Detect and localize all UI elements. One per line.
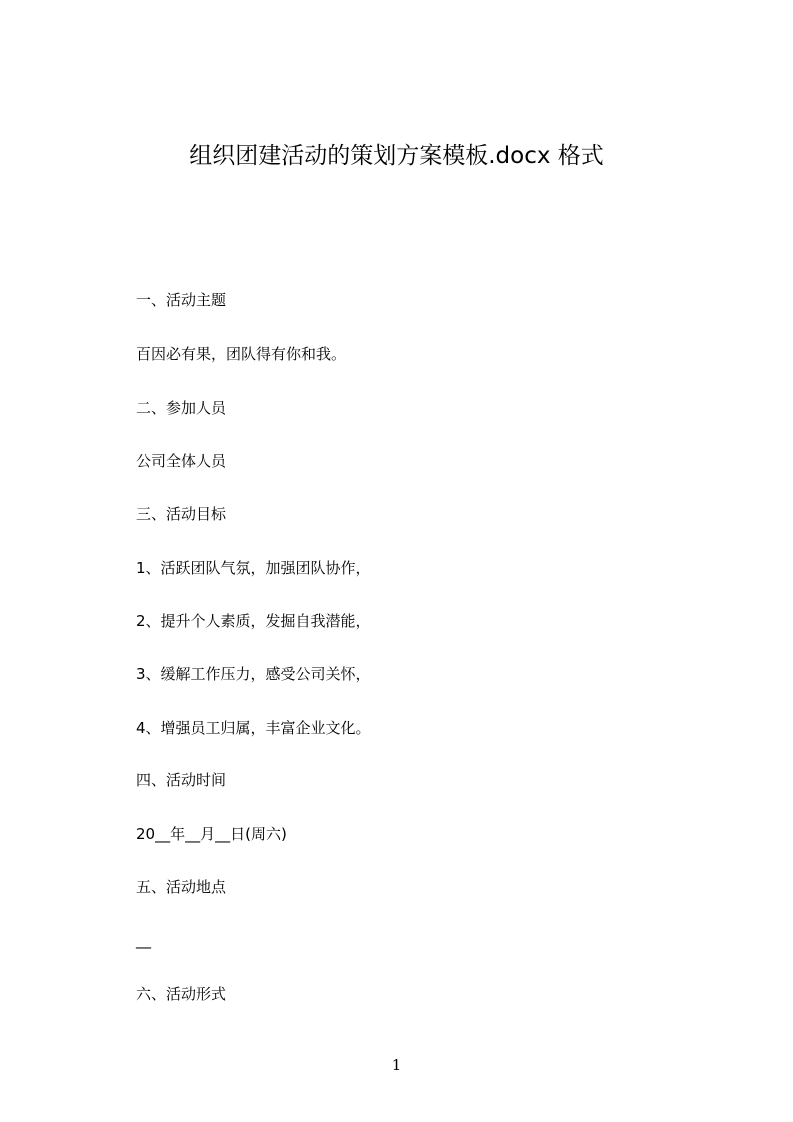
participants-text: 公司全体人员 (136, 452, 227, 470)
section-heading-time: 四、活动时间 (136, 771, 227, 789)
section-heading-participants: 二、参加人员 (136, 399, 227, 417)
goal-item-2: 2、提升个人素质，发掘自我潜能， (136, 612, 371, 630)
location-text: __ (136, 931, 151, 949)
goal-item-1: 1、活跃团队气氛，加强团队协作， (136, 559, 371, 577)
section-heading-location: 五、活动地点 (136, 878, 227, 896)
theme-text: 百因必有果，团队得有你和我。 (136, 345, 347, 363)
section-heading-theme: 一、活动主题 (136, 291, 227, 309)
section-heading-goals: 三、活动目标 (136, 505, 227, 523)
section-heading-format: 六、活动形式 (136, 985, 227, 1003)
goal-item-4: 4、增强员工归属，丰富企业文化。 (136, 719, 371, 737)
document-title: 组织团建活动的策划方案模板.docx 格式 (189, 143, 604, 169)
page-number: 1 (391, 1056, 402, 1074)
goal-item-3: 3、缓解工作压力，感受公司关怀， (136, 665, 371, 683)
time-text: 20__年__月__日(周六) (136, 825, 287, 843)
